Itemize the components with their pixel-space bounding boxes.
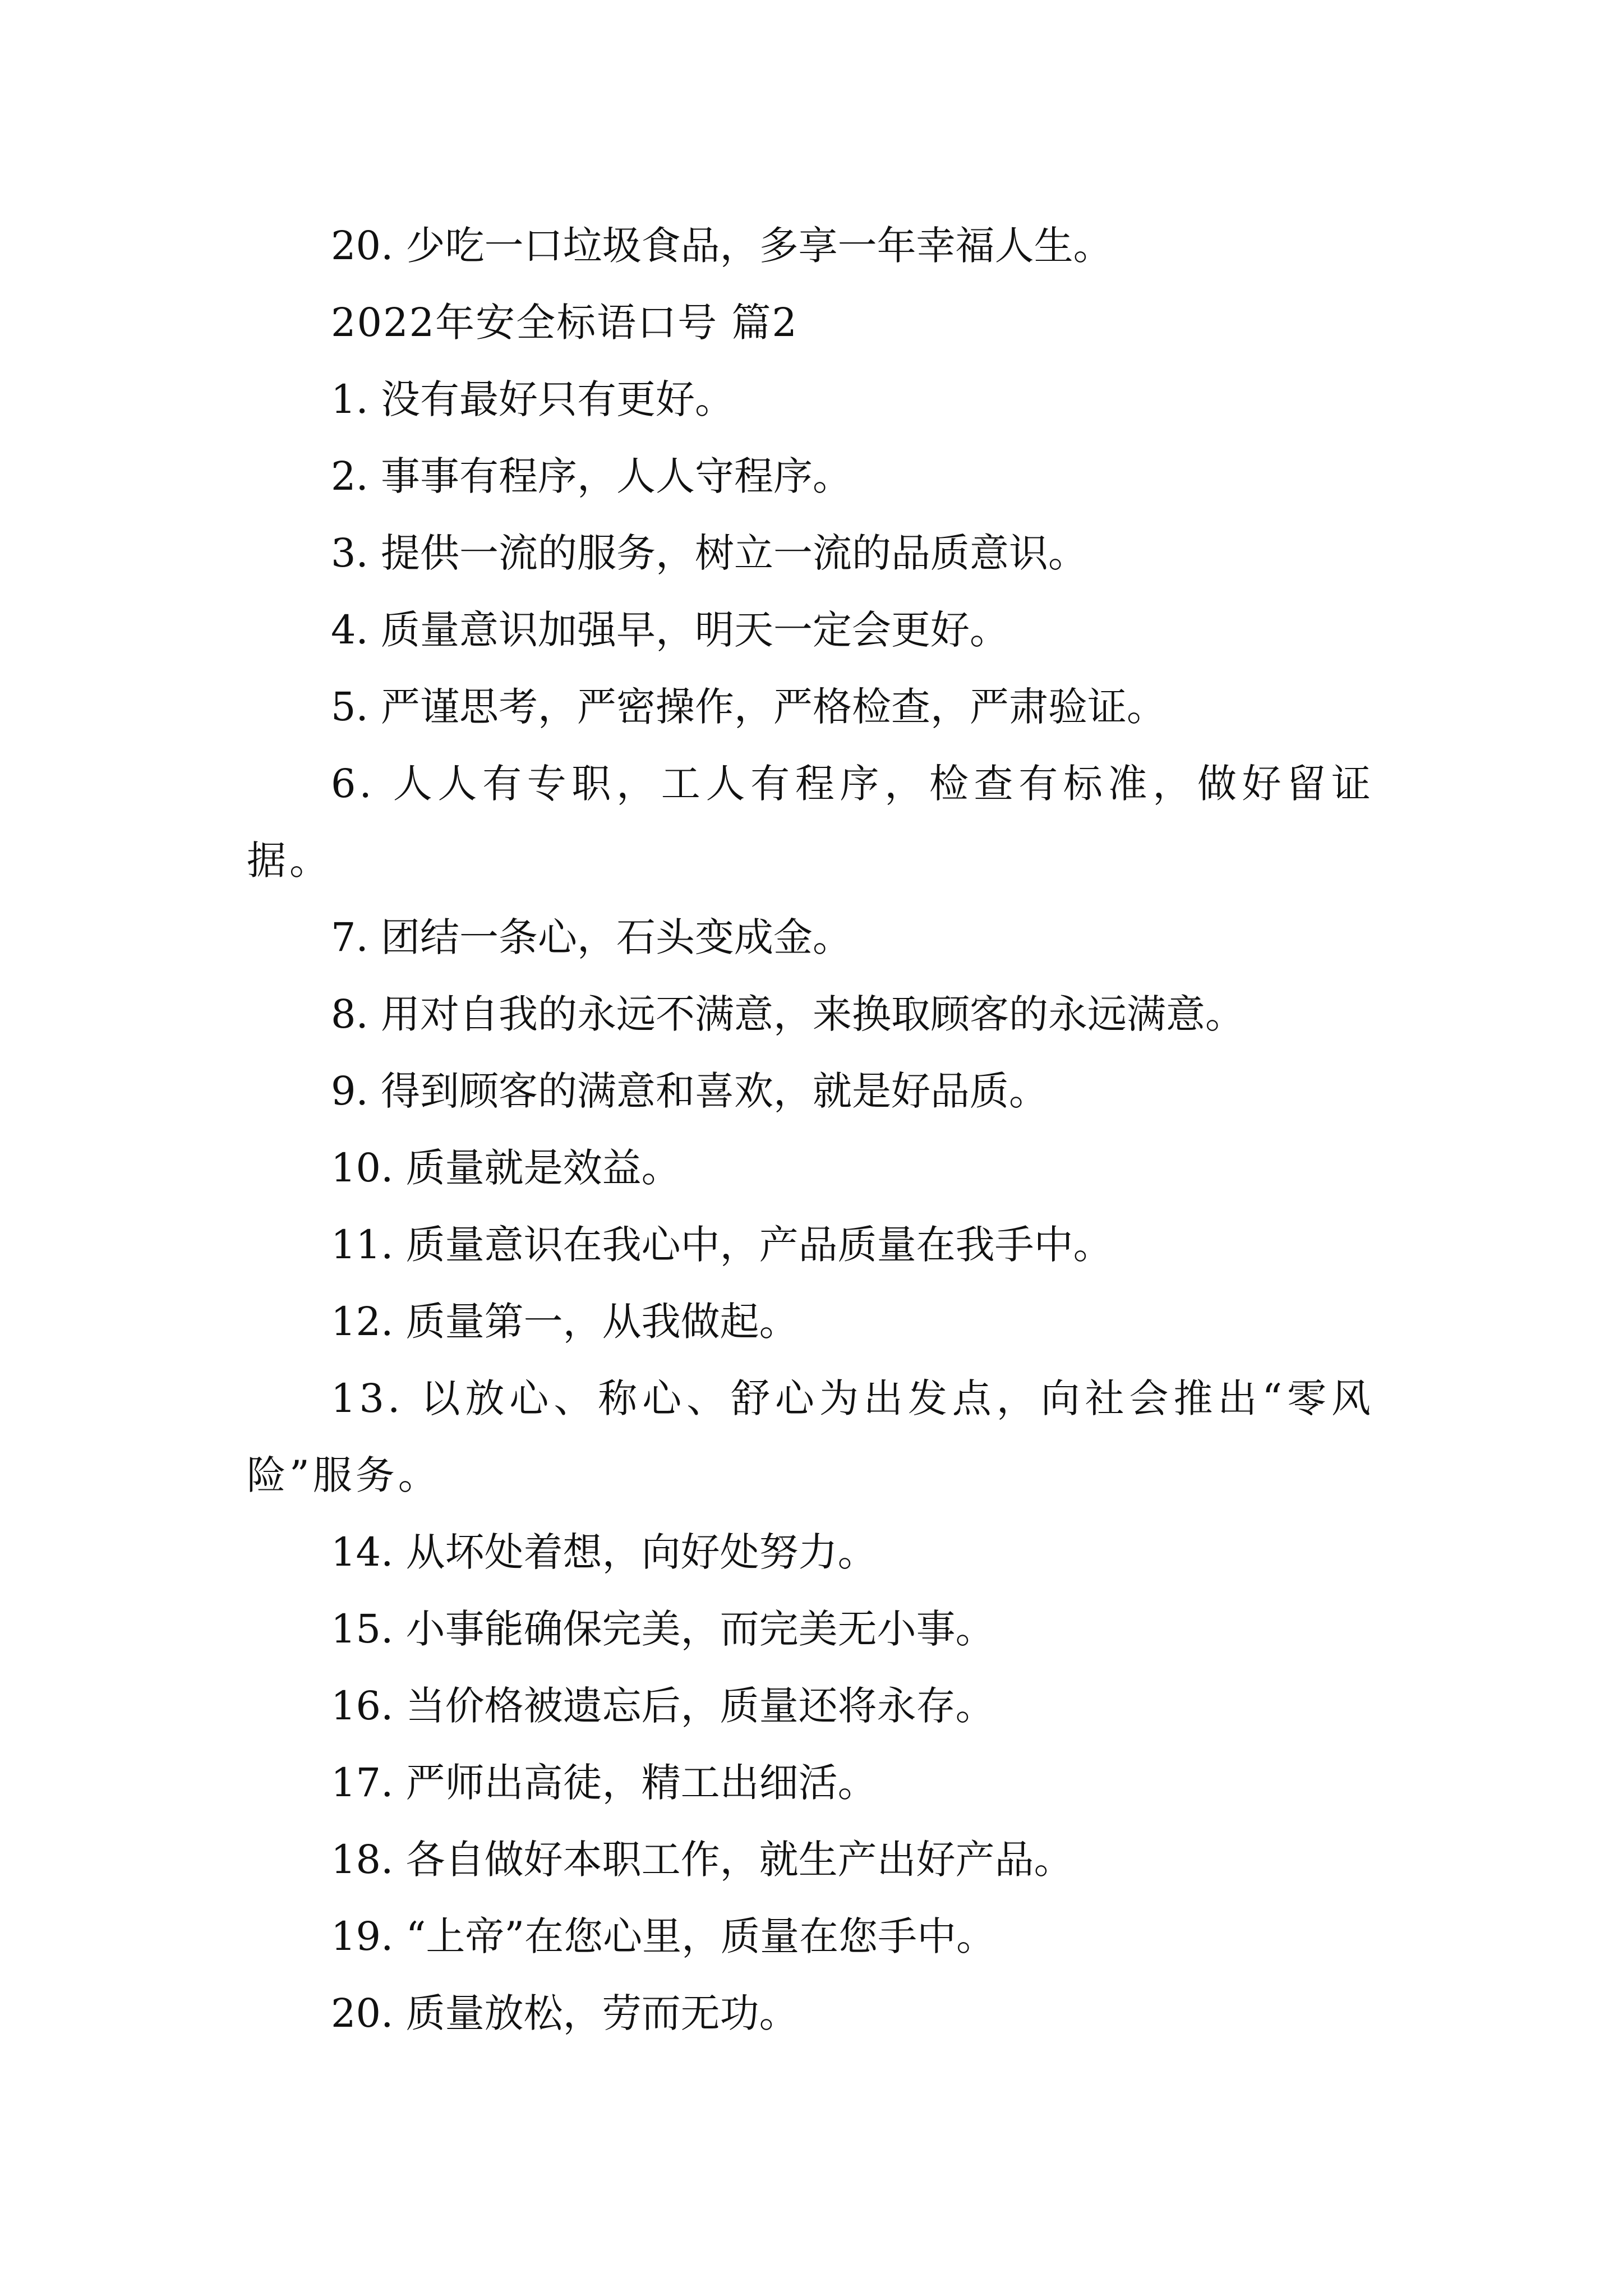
list-item: 4. 质量意识加强早，明天一定会更好。 [331,607,1009,653]
list-item: 6. 人人有专职，工人有程序，检查有标准，做好留证据。 [247,761,1374,884]
list-item: 8. 用对自我的永远不满意，来换取顾客的永远满意。 [331,991,1245,1037]
list-item: 16. 当价格被遗忘后，质量还将永存。 [331,1683,995,1729]
list-item: 19. “上帝”在您心里，质量在您手中。 [331,1913,996,1959]
list-item: 17. 严师出高徒，精工出细活。 [331,1760,877,1806]
list-item: 10. 质量就是效益。 [331,1145,681,1191]
list-item: 3. 提供一流的服务，树立一流的品质意识。 [331,530,1088,576]
list-item: 20. 质量放松，劳而无功。 [331,1990,799,2036]
list-item: 12. 质量第一，从我做起。 [331,1299,799,1345]
list-item: 7. 团结一条心，石头变成金。 [331,914,852,960]
document-body [247,208,1374,2052]
list-item: 2. 事事有程序，人人守程序。 [331,453,852,499]
list-item: 15. 小事能确保完美，而完美无小事。 [331,1606,995,1652]
list-item: 18. 各自做好本职工作，就生产出好产品。 [331,1837,1073,1883]
section-heading: 2022年安全标语口号 篇2 [331,300,798,346]
list-item: 11. 质量意识在我心中，产品质量在我手中。 [331,1222,1113,1268]
list-item: 20. 少吃一口垃圾食品，多享一年幸福人生。 [331,223,1113,269]
list-item: 13. 以放心、称心、舒心为出发点，向社会推出“零风险”服务。 [247,1375,1374,1498]
list-item: 5. 严谨思考，严密操作，严格检查，严肃验证。 [331,684,1166,730]
list-item: 14. 从坏处着想，向好处努力。 [331,1529,877,1575]
list-item: 1. 没有最好只有更好。 [331,376,735,422]
list-item: 9. 得到顾客的满意和喜欢，就是好品质。 [331,1068,1049,1114]
